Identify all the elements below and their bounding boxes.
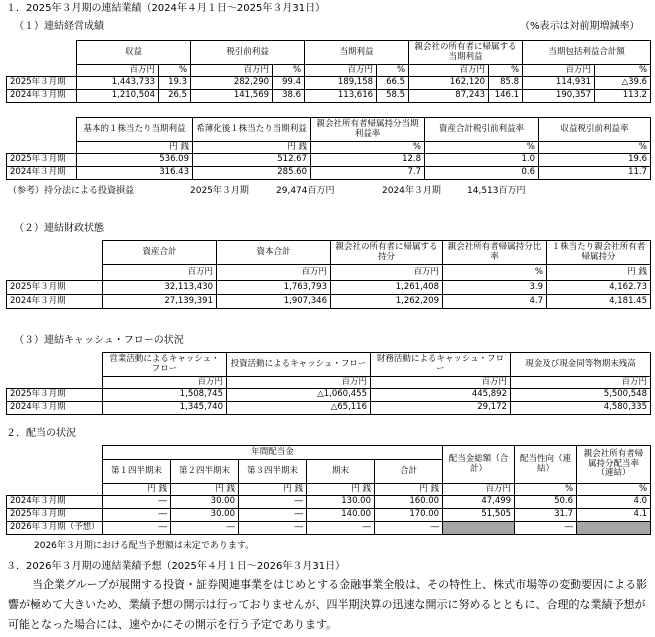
table-row: [7, 77, 651, 90]
value-cell: 19.3: [159, 77, 191, 90]
table-row: [7, 522, 651, 535]
row-label: 2025年３月期: [7, 509, 103, 522]
header-comprehensive-income: 当期包括利益合計額: [523, 41, 651, 65]
value-cell: 5,500,548: [511, 389, 651, 402]
table-row: [7, 509, 651, 522]
value-cell: 130.00: [307, 496, 375, 509]
unit-cell: %: [577, 484, 651, 496]
corner-cell: [7, 65, 77, 77]
unit-cell: %: [311, 142, 425, 154]
corner-cell: [7, 118, 77, 142]
subsection3-title: （３）連結キャッシュ・フローの状況: [14, 335, 184, 346]
unit-cell: 円 銭: [77, 142, 193, 154]
value-cell: 189,158: [305, 77, 377, 90]
header-payout-ratio: 配当性向（連結）: [515, 446, 577, 484]
value-cell: △1,060,455: [227, 389, 371, 402]
table-row: [7, 154, 651, 167]
value-cell: 29,172: [371, 402, 511, 415]
operating-results-table: [6, 40, 651, 103]
per-share-table: [6, 117, 651, 180]
table-row: [7, 167, 651, 180]
value-cell: △65,116: [227, 402, 371, 415]
table-row: [7, 389, 651, 402]
header-cash-balance: 現金及び現金同等物期末残高: [511, 353, 651, 377]
value-cell: 58.5: [377, 90, 409, 103]
row-label: 2025年３月期: [7, 77, 77, 90]
row-label: 2025年３月期: [7, 154, 77, 167]
unit-cell: 百万円: [227, 377, 371, 389]
unit-cell: 百万円: [511, 377, 651, 389]
value-cell: 140.00: [307, 509, 375, 522]
value-cell: 316.43: [77, 167, 193, 180]
row-label: 2025年３月期: [7, 281, 103, 295]
value-cell: 1,262,209: [331, 295, 443, 309]
value-cell: 4,580,335: [511, 402, 651, 415]
value-cell: 0.6: [425, 167, 539, 180]
value-cell: 50.6: [515, 496, 577, 509]
header-equity-ratio: 親会社所有者帰属持分比率: [443, 241, 547, 265]
value-cell: 536.09: [77, 154, 193, 167]
value-cell: 1.0: [425, 154, 539, 167]
unit-cell: 円 銭: [307, 484, 375, 496]
row-label: 2025年３月期: [7, 389, 103, 402]
value-cell: 3.9: [443, 281, 547, 295]
unit-cell: 円 銭: [375, 484, 443, 496]
value-cell: 32,113,430: [103, 281, 217, 295]
unit-cell: %: [425, 142, 539, 154]
unit-cell: 百万円: [103, 377, 227, 389]
value-cell: 114,931: [523, 77, 595, 90]
value-cell: 38.6: [273, 90, 305, 103]
header-q3: 第３四半期末: [239, 460, 307, 484]
value-cell: 12.8: [311, 154, 425, 167]
value-cell: △39.6: [595, 77, 651, 90]
table-row: [7, 402, 651, 415]
value-cell: 1,443,733: [77, 77, 159, 90]
header-roe: 親会社所有者帰属持分当期利益率: [311, 118, 425, 142]
value-cell: 11.7: [539, 167, 651, 180]
unit-cell: %: [377, 65, 409, 77]
row-label: 2024年３月期: [7, 90, 77, 103]
header-net-profit: 当期利益: [305, 41, 409, 65]
equity-method-period-2025: 2025年３月期: [190, 186, 249, 196]
unit-cell: %: [539, 142, 651, 154]
row-label: 2024年３月期: [7, 402, 103, 415]
header-total-equity: 資本合計: [217, 241, 331, 265]
header-q1: 第１四半期末: [103, 460, 171, 484]
corner-cell: [7, 41, 77, 65]
unit-cell: 百万円: [305, 65, 377, 77]
section2-title: ２．配当の状況: [6, 428, 76, 439]
value-cell: ―: [375, 522, 443, 535]
header-assets-pretax-ratio: 資産合計税引前利益率: [425, 118, 539, 142]
value-cell: 1,907,346: [217, 295, 331, 309]
header-bps: １株当たり親会社所有者帰属持分: [547, 241, 651, 265]
row-label: 2024年３月期: [7, 295, 103, 309]
value-cell: 4.7: [443, 295, 547, 309]
equity-method-value-2024: 14,513百万円: [467, 186, 526, 196]
value-cell: 512.67: [193, 154, 311, 167]
table-row: [7, 295, 651, 309]
unit-cell: 百万円: [217, 265, 331, 281]
value-cell: 4,162.73: [547, 281, 651, 295]
value-cell: 51,505: [443, 509, 515, 522]
value-cell: 30.00: [171, 509, 239, 522]
value-cell: 160.00: [375, 496, 443, 509]
forecast-paragraph: 当企業グループが展開する投資・証券関連事業をはじめとする金融事業全般は、その特性上、株式市場等の変動要因による影響が極めて大きいため、業績予想の開示は行っておりませんが、四半期決算の迅速な開示に努めるとともに、合理的な業績予想が可能となった場合には、速やかにその開示を行う予定であります。: [8, 578, 648, 631]
value-cell: 7.7: [311, 167, 425, 180]
table-row: [7, 90, 651, 103]
header-investing-cf: 投資活動によるキャッシュ・フロー: [227, 353, 371, 377]
unit-cell: %: [443, 265, 547, 281]
row-label: 2026年３月期（予想）: [7, 522, 103, 535]
row-label: 2024年３月期: [7, 496, 103, 509]
value-cell: 4.0: [577, 496, 651, 509]
value-cell: 1,261,408: [331, 281, 443, 295]
value-cell: ―: [239, 496, 307, 509]
value-cell: 26.5: [159, 90, 191, 103]
value-cell: 113,616: [305, 90, 377, 103]
section3-title: ３．2026年３月期の連結業績予想（2025年４月１日～2026年３月31日）: [6, 561, 346, 572]
value-cell: ―: [103, 522, 171, 535]
dividend-forecast-note: 2026年３月期における配当予想額は未定であります。: [34, 541, 255, 551]
row-label: 2024年３月期: [7, 167, 77, 180]
header-diluted-eps: 希薄化後１株当たり当期利益: [193, 118, 311, 142]
value-cell: 170.00: [375, 509, 443, 522]
equity-method-value-2025: 29,474百万円: [276, 186, 335, 196]
value-cell: ―: [103, 496, 171, 509]
unit-cell: 百万円: [409, 65, 489, 77]
value-cell: 1,345,740: [103, 402, 227, 415]
corner-cell: [7, 265, 103, 281]
value-cell: 285.60: [193, 167, 311, 180]
shaded-cell: [443, 522, 515, 535]
header-pretax-profit: 税引前利益: [191, 41, 305, 65]
value-cell: ―: [515, 522, 577, 535]
corner-cell: [7, 353, 103, 377]
value-cell: 30.00: [171, 496, 239, 509]
unit-cell: %: [515, 484, 577, 496]
header-q2: 第２四半期末: [171, 460, 239, 484]
equity-method-label: （参考）持分法による投資損益: [8, 186, 135, 196]
unit-cell: 百万円: [331, 265, 443, 281]
unit-cell: 円 銭: [547, 265, 651, 281]
corner-cell: [7, 484, 103, 496]
dividends-table: [6, 445, 651, 535]
percentage-note: （%表示は対前期増減率）: [520, 21, 640, 32]
value-cell: 113.2: [595, 90, 651, 103]
value-cell: 4.1: [577, 509, 651, 522]
value-cell: 27,139,391: [103, 295, 217, 309]
unit-cell: 円 銭: [171, 484, 239, 496]
unit-cell: 百万円: [523, 65, 595, 77]
unit-cell: %: [595, 65, 651, 77]
header-total: 合計: [375, 460, 443, 484]
value-cell: 1,763,793: [217, 281, 331, 295]
table-row: [7, 281, 651, 295]
value-cell: 4,181.45: [547, 295, 651, 309]
value-cell: 162,120: [409, 77, 489, 90]
header-doe: 親会社所有者帰属持分配当率（連結）: [577, 446, 651, 484]
value-cell: ―: [239, 522, 307, 535]
cash-flow-table: [6, 352, 651, 415]
shaded-cell: [577, 522, 651, 535]
value-cell: 99.4: [273, 77, 305, 90]
unit-cell: 百万円: [443, 484, 515, 496]
header-total-dividend: 配当金総額（合計）: [443, 446, 515, 484]
unit-cell: 円 銭: [193, 142, 311, 154]
value-cell: 19.6: [539, 154, 651, 167]
corner-cell: [7, 142, 77, 154]
corner-cell: [7, 460, 103, 484]
header-financing-cf: 財務活動によるキャッシュ・フロー: [371, 353, 511, 377]
value-cell: ―: [171, 522, 239, 535]
unit-cell: %: [489, 65, 523, 77]
value-cell: 87,243: [409, 90, 489, 103]
corner-cell: [7, 377, 103, 389]
corner-cell: [7, 446, 103, 460]
corner-cell: [7, 241, 103, 265]
value-cell: 66.5: [377, 77, 409, 90]
value-cell: ―: [307, 522, 375, 535]
header-revenue-pretax-ratio: 収益税引前利益率: [539, 118, 651, 142]
value-cell: ―: [239, 509, 307, 522]
unit-cell: 百万円: [103, 265, 217, 281]
header-total-assets: 資産合計: [103, 241, 217, 265]
header-owner-equity: 親会社の所有者に帰属する持分: [331, 241, 443, 265]
unit-cell: 百万円: [371, 377, 511, 389]
value-cell: 141,569: [191, 90, 273, 103]
value-cell: 1,508,745: [103, 389, 227, 402]
header-year-end: 期末: [307, 460, 375, 484]
unit-cell: 百万円: [77, 65, 159, 77]
value-cell: 190,357: [523, 90, 595, 103]
header-revenue: 収益: [77, 41, 191, 65]
unit-cell: %: [273, 65, 305, 77]
header-annual-dividend: 年間配当金: [103, 446, 443, 460]
equity-method-period-2024: 2024年３月期: [382, 186, 441, 196]
value-cell: 282,290: [191, 77, 273, 90]
unit-cell: %: [159, 65, 191, 77]
value-cell: 85.8: [489, 77, 523, 90]
subsection2-title: （２）連結財政状態: [14, 223, 104, 234]
unit-cell: 円 銭: [103, 484, 171, 496]
value-cell: 31.7: [515, 509, 577, 522]
value-cell: 146.1: [489, 90, 523, 103]
value-cell: 445,892: [371, 389, 511, 402]
subsection1-title: （１）連結経営成績: [14, 21, 104, 32]
table-row: [7, 496, 651, 509]
value-cell: ―: [103, 509, 171, 522]
unit-cell: 百万円: [191, 65, 273, 77]
header-basic-eps: 基本的１株当たり当期利益: [77, 118, 193, 142]
unit-cell: 円 銭: [239, 484, 307, 496]
header-owner-profit: 親会社の所有者に帰属する当期利益: [409, 41, 523, 65]
value-cell: 47,499: [443, 496, 515, 509]
section1-title: １．2025年３月期の連結業績（2024年４月１日～2025年３月31日）: [6, 3, 326, 14]
header-operating-cf: 営業活動によるキャッシュ・フロー: [103, 353, 227, 377]
value-cell: 1,210,504: [77, 90, 159, 103]
financial-position-table: [6, 240, 651, 309]
